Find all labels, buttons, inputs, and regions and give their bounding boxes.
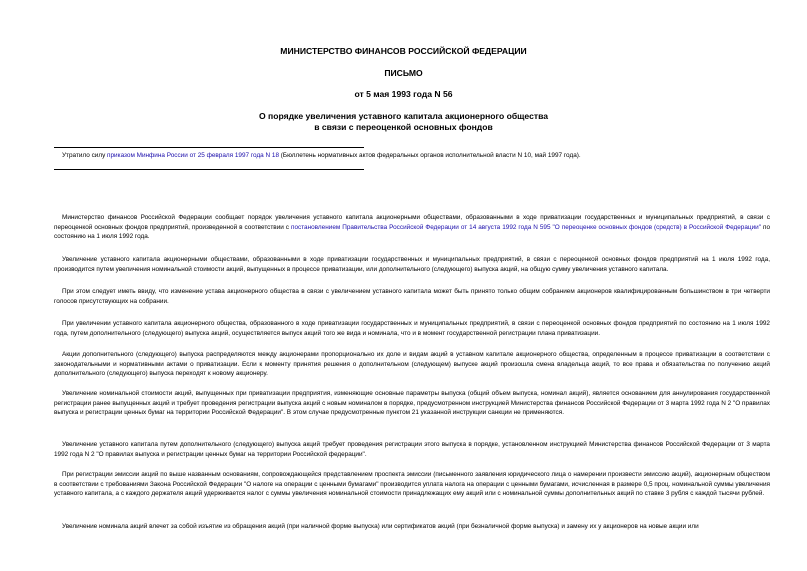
paragraph-8: При регистрации эмиссии акций по выше названным основаниям, сопровождающейся представлением проспекта эмиссии (письменного заявления юридического лица о намерении произвести эмиссию акций), акционерным обществом в соответствии с требованиями Закона Российской Федерации "О налоге на операции с ценными бумагами" производится уплата налога на операции с ценными бумагами, исчисленная в размере 0,5 проц. номинальной суммы увеличения уставного капитала, а с каждого держателя акций удерживается налог с суммы увеличения номинальной стоимости принадлежащих ему акций или с номинальной суммы дополнительных акций по ставке 3 рубля с каждой тысячи рублей. xyxy=(54,471,770,497)
document-type: ПИСЬМО xyxy=(384,68,423,78)
note-prefix: Утратило силу xyxy=(62,152,108,159)
document-title-line2: в связи с переоценкой основных фондов xyxy=(314,122,493,132)
note-suffix: (Бюллетень нормативных актов федеральных органов исполнительной власти N 10, май 1997 года). xyxy=(279,152,581,159)
paragraph-1 xyxy=(54,213,770,242)
paragraph-1-text-a: Министерство финансов Российской Федерации сообщает порядок увеличения уставного капитала акционерными обществами, образованными в ходе приватизации государственных и муниципальных предприятий, в связи с переоценкой основных фондов предприятий, произведенной в соответствии с xyxy=(54,214,770,231)
document-date: от 5 мая 1993 года N 56 xyxy=(354,89,453,99)
paragraph-4: При увеличении уставного капитала акционерного общества, образованного в ходе приватизации государственных и муниципальных предприятий, в связи с переоценкой основных фондов предприятий по состоянию на 1 июля 1992 года, путем дополнительного (следующего) выпуска акций, осуществляется выпуск акций того же вида и номинала, что и в момент государственной регистрации плана приватизации. xyxy=(54,320,770,337)
validity-note xyxy=(62,151,581,160)
paragraph-2: Увеличение уставного капитала акционерными обществами, образованными в ходе приватизации государственных и муниципальных предприятий, в связи с переоценкой основных фондов предприятий на 1 июля 1992 года, производится путем увеличения номинальной стоимости акций, выпущенных в процессе приватизации, или дополнительного (следующего) выпуска акций, на общую сумму увеличения уставного капитала. xyxy=(54,256,770,273)
paragraph-5: Акции дополнительного (следующего) выпуска распределяются между акционерами пропорционально их доле и видам акций в уставном капитале акционерного общества, определенным в процессе приватизации в соответствии с законодательными и нормативными актами о приватизации. Если к моменту принятия решения о дополнительном (следующем) выпуске акций произошла смена владельца акций, то все права и обязательства по получению акций дополнительного (следующего) выпуска переходят к новому акционеру. xyxy=(54,351,770,377)
document-title-line1: О порядке увеличения уставного капитала акционерного общества xyxy=(258,111,549,121)
paragraph-9: Увеличение номинала акций влечет за собой изъятие из обращения акций (при наличной форме выпуска) или сертификатов акций (при безналичной форме выпуска) и замену их у акционеров на новые акции или xyxy=(62,523,699,530)
paragraph-7: Увеличение уставного капитала путем дополнительного (следующего) выпуска акций требует проведения регистрации этого выпуска в порядке, установленном инструкцией Министерства финансов Российской Федерации от 3 марта 1992 года N 2 "О правилах выпуска и регистрации ценных бумаг на территории Российской федерации". xyxy=(54,441,770,458)
note-rule-top xyxy=(54,147,364,148)
paragraph-1-text-b: по состоянию на 1 июля 1992 года. xyxy=(54,223,770,240)
resolution-link[interactable]: постановлением Правительства Российской Федерации от 14 августа 1992 года N 595 "О переоценке основных фондов (средств) в Российской Федерации" xyxy=(290,223,761,231)
note-rule-bottom xyxy=(54,169,364,170)
paragraph-3: При этом следует иметь ввиду, что изменение устава акционерного общества в связи с увеличением уставного капитала может быть принято только общим собранием акционеров квалифицированным большинством в три четверти голосов присутствующих на собрании. xyxy=(54,288,770,305)
ministry-heading: МИНИСТЕРСТВО ФИНАНСОВ РОССИЙСКОЙ ФЕДЕРАЦИИ xyxy=(280,46,527,56)
paragraph-6: Увеличение номинальной стоимости акций, выпущенных при приватизации предприятия, изменяющие основные параметры выпуска (общий объем выпуска, номинал акций), является основанием для аннулирования государственной регистрации ранее выпущенных акций и требует проведения регистрации выпуска акций с новым номиналом в порядке, предусмотренном инструкцией Министерства финансов Российской Федерации от 3 марта 1992 года N 2 "О правилах выпуска и регистрации ценных бумаг на территории Российской Федерации". В этом случае предусмотренные пунктом 21 указанной инструкции санкции не применяются. xyxy=(54,390,770,416)
order-link[interactable]: приказом Минфина России от 25 февраля 1997 года N 18 xyxy=(107,152,280,159)
